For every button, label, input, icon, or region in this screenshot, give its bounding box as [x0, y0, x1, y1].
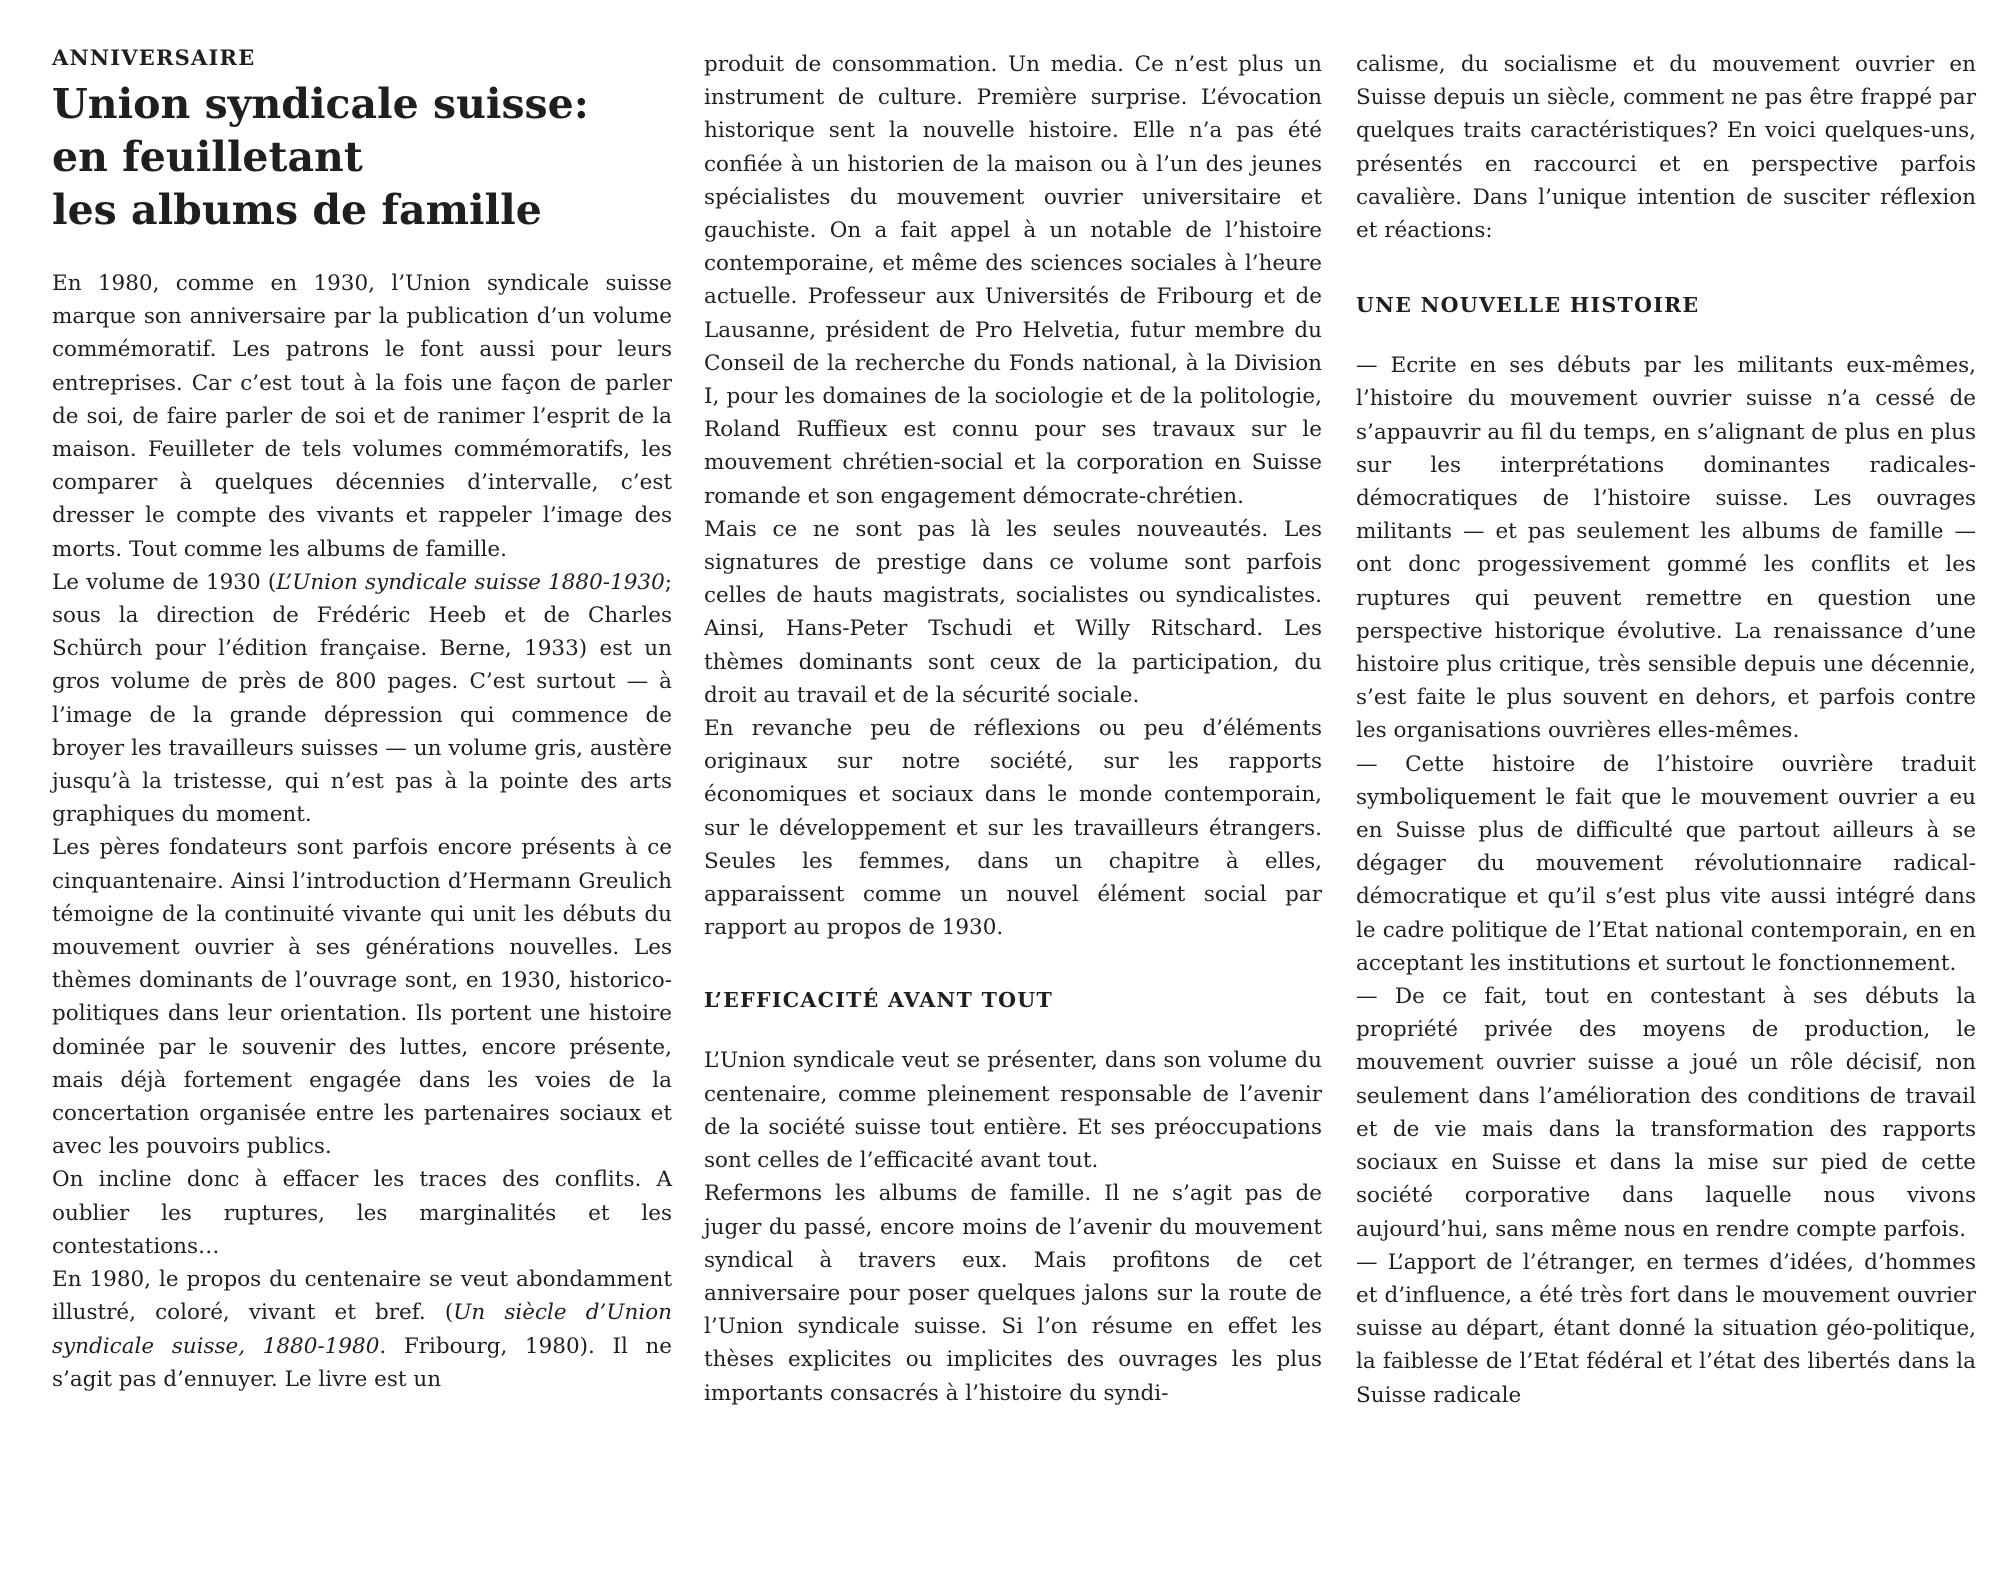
paragraph: On incline donc à effacer les traces des conflits. A oublier les ruptures, les marginalités et les contestations…	[52, 1167, 672, 1259]
title-line-2: en feuilletant	[52, 133, 363, 181]
column-3	[1356, 48, 1976, 1412]
paragraph: En revanche peu de réflexions ou peu d’éléments originaux sur notre société, sur les rapports économiques et sociaux dans le monde contemporain, sur le développement et sur les travailleurs étrangers. Seules les femmes, dans un chapitre à elles, apparaissent comme un nouvel élément social par rapport au propos de 1930.	[704, 716, 1322, 941]
section-kicker: ANNIVERSAIRE	[52, 45, 256, 70]
section-heading: L’EFFICACITÉ AVANT TOUT	[704, 988, 1054, 1013]
paragraph	[52, 1263, 672, 1396]
text-run: ; sous la direction de Frédéric Heeb et de Charles Schürch pour l’édition française. Berne, 1933) est un gros volume de près de 800 pages. C’est surtout — à l’image de la grande dépression qui commence de broyer les travailleurs suisses — un volume gris, austère jusqu’à la tristesse, qui n’est pas à la pointe des arts graphiques du moment.	[52, 569, 672, 828]
paragraph: Les pères fondateurs sont parfois encore présents à ce cinquantenaire. Ainsi l’introduction d’Hermann Greulich témoigne de la continuité vivante qui unit les débuts du mouvement ouvrier à ses générations nouvelles. Les thèmes dominants de l’ouvrage sont, en 1930, historico-politiques dans leur orientation. Ils portent une histoire dominée par le souvenir des luttes, encore présente, mais déjà fortement engagée dans les voies de la concertation organisée entre les partenaires sociaux et avec les pouvoirs publics.	[52, 835, 672, 1160]
paragraph: Refermons les albums de famille. Il ne s’agit pas de juger du passé, encore moins de l’avenir du mouvement syndical à travers eux. Mais profitons de cet anniversaire pour poser quelques jalons sur la route de l’Union syndicale suisse. Si l’on résume en effet les thèses explicites ou implicites des ouvrages les plus importants consacrés à l’histoire du syndi-	[704, 1181, 1322, 1406]
text-run: En 1980, le propos du centenaire se veut abondamment illustré, coloré, vivant et bref. (	[52, 1267, 672, 1326]
paragraph: En 1980, comme en 1930, l’Union syndicale suisse marque son anniversaire par la publication d’un volume commémoratif. Les patrons le font aussi pour leurs entreprises. Car c’est tout à la fois une façon de parler de soi, de faire parler de soi et de ranimer l’esprit de la maison. Feuilleter de tels volumes commémoratifs, les comparer à quelques décennies d’intervalle, c’est dresser le compte des vivants et rappeler l’image des morts. Tout comme les albums de famille.	[52, 271, 672, 562]
book-title: L’Union syndicale suisse 1880-1930	[276, 569, 665, 595]
paragraph	[52, 566, 672, 832]
text-run: . Fribourg, 1980). Il ne s’agit pas d’ennuyer. Le livre est un	[52, 1333, 672, 1392]
paragraph: — De ce fait, tout en contestant à ses débuts la propriété privée des moyens de production, le mouvement ouvrier suisse a joué un rôle décisif, non seulement dans l’amélioration des conditions de travail et de vie mais dans la transformation des rapports sociaux en Suisse et dans la mise sur pied de cette société corporative dans laquelle nous vivons aujourd’hui, sans même nous en rendre compte parfois.	[1356, 984, 1976, 1242]
article-title	[52, 78, 672, 237]
column-2	[704, 48, 1322, 1410]
section-heading: UNE NOUVELLE HISTOIRE	[1356, 293, 1700, 318]
title-line-3: les albums de famille	[52, 186, 542, 234]
paragraph: calisme, du socialisme et du mouvement ouvrier en Suisse depuis un siècle, comment ne pas être frappé par quelques traits caractéristiques? En voici quelques-uns, présentés en raccourci et en perspective parfois cavalière. Dans l’unique intention de susciter réflexion et réactions:	[1356, 52, 1976, 244]
paragraph: L’Union syndicale veut se présenter, dans son volume du centenaire, comme pleinement responsable de l’avenir de la société suisse tout entière. Et ses préoccupations sont celles de l’efficacité avant tout.	[704, 1048, 1322, 1174]
paragraph: Mais ce ne sont pas là les seules nouveautés. Les signatures de prestige dans ce volume sont parfois celles de hauts magistrats, socialistes ou syndicalistes. Ainsi, Hans-Peter Tschudi et Willy Ritschard. Les thèmes dominants sont ceux de la participation, du droit au travail et de la sécurité sociale.	[704, 516, 1322, 708]
paragraph: — Cette histoire de l’histoire ouvrière traduit symboliquement le fait que le mouvement ouvrier a eu en Suisse plus de difficulté que partout ailleurs à se dégager du mouvement révolutionnaire radical-démocratique et qu’il s’est plus vite aussi intégré dans le cadre politique de l’Etat national contemporain, en en acceptant les institutions et surtout le fonctionnement.	[1356, 751, 1976, 976]
paragraph: produit de consommation. Un media. Ce n’est plus un instrument de culture. Première surprise. L’évocation historique sent la nouvelle histoire. Elle n’a pas été confiée à un historien de la maison ou à l’un des jeunes spécialistes du mouvement ouvrier universitaire et gauchiste. On a fait appel à un notable de l’histoire contemporaine, et même des sciences sociales à l’heure actuelle. Professeur aux Universités de Fribourg et de Lausanne, président de Pro Helvetia, futur membre du Conseil de la recherche du Fonds national, à la Division I, pour les domaines de la sociologie et de la politologie, Roland Ruffieux est connu pour ses travaux sur le mouvement chrétien-social et la corporation en Suisse romande et son engagement démocrate-chrétien.	[704, 52, 1322, 509]
title-line-1: Union syndicale suisse:	[52, 80, 589, 128]
paragraph: — Ecrite en ses débuts par les militants eux-mêmes, l’histoire du mouvement ouvrier suisse n’a cessé de s’appauvrir au fil du temps, en s’alignant de plus en plus sur les interprétations dominantes radicales-démocratiques de l’histoire suisse. Les ouvrages militants — et pas seulement les albums de famille — ont donc progessivement gommé les conflits et les ruptures qui peuvent remettre en question une perspective historique évolutive. La renaissance d’une histoire plus critique, très sensible depuis une décennie, s’est faite le plus souvent en dehors, et parfois contre les organisations ouvrières elles-mêmes.	[1356, 353, 1976, 744]
book-title: Un siècle d’Union syndicale suisse, 1880-1980	[52, 1300, 673, 1359]
column-1	[52, 44, 672, 1396]
paragraph: — L’apport de l’étranger, en termes d’idées, d’hommes et d’influence, a été très fort dans le mouvement ouvrier suisse au départ, étant donné la situation géo-politique, la faiblesse de l’Etat fédéral et l’état des libertés dans la Suisse radicale	[1356, 1249, 1976, 1408]
text-run: Le volume de 1930 (	[52, 569, 277, 595]
